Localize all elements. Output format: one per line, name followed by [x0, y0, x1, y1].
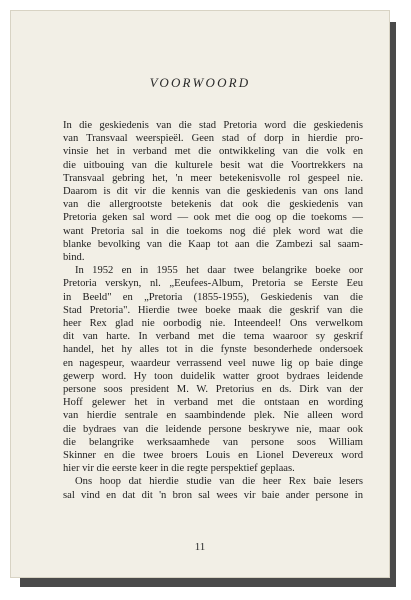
text-line: Stad Pretoria". Hierdie twee boeke maak die geskrif van die	[63, 304, 363, 316]
text-line: blanke bevolking van die Kaap tot aan die Zambezi sal saam-	[63, 238, 363, 250]
text-line: bind.	[63, 252, 85, 264]
text-line: dit van harte. In verband met die tema waaroor sy geskrif	[63, 331, 363, 343]
text-line: vinsie het in verband met die ontwikkeling van die volk en	[63, 146, 363, 158]
text-line: persone soos president M. W. Pretorius en ds. Dirk van der	[63, 384, 363, 396]
text-line: Skinner en die twee broers Louis en Lionel Devereux word	[63, 450, 363, 462]
text-line: In die geskiedenis van die stad Pretoria word die geskiedenis	[63, 120, 363, 131]
text-line: en nagespeur, waardeur verrassend veel nuwe lig op baie dinge	[63, 357, 363, 369]
text-line: handel, het hy alles tot in die fynste besonderhede ondersoek	[63, 344, 363, 356]
text-line: hier vir die eerste keer in die regte perspektief geplaas.	[63, 463, 295, 475]
text-line: Pretoria verskyn, nl. „Eeufees-Album, Pretoria se Eerste Eeu	[63, 278, 363, 290]
text-line: In 1952 en in 1955 het daar twee belangrike boeke oor	[75, 265, 363, 277]
text-line: want Pretoria sal in die toekoms nog dié plek word wat die	[63, 225, 363, 237]
text-line: die belangrike werksaamhede van persone soos William	[63, 436, 363, 448]
text-line: in Beeld" en „Pretoria (1855-1955), Geskiedenis van die	[63, 291, 363, 303]
text-line: Daarom is dit vir die kennis van die geskiedenis van ons land	[63, 186, 363, 198]
text-line: die uitbouing van die kulturele besit wat die Voortrekkers na	[63, 159, 363, 171]
text-line: Pretoria geken sal word — ook met die oog op die toekoms —	[63, 212, 363, 224]
text-line: van Transvaal weerspieël. Geen stad of dorp in hierdie pro-	[63, 133, 363, 145]
text-line: sal vind en dat dit 'n bron sal wees vir baie ander persone in	[63, 489, 363, 501]
text-line: Ons hoop dat hierdie studie van die heer Rex baie lesers	[75, 476, 363, 488]
text-line: van die allergrootste betekenis dat ook die geskiedenis van	[63, 199, 363, 211]
text-line: Hoff gelewer het in verband met die ontstaan en wording	[63, 397, 363, 409]
text-line: die bydraes van die leidende persone beskrywe nie, maar ook	[63, 423, 363, 435]
page-heading: VOORWOORD	[149, 75, 251, 90]
text-line: heer Rex glad nie oorbodig nie. Inteendeel! Ons verwelkom	[63, 318, 363, 330]
text-line: gewerp word. Hy toon duidelik watter groot bydraes leidende	[63, 370, 363, 382]
text-line: Transvaal gebring het, 'n meer betekenisvolle rol gespeel nie.	[63, 172, 363, 184]
book-page	[10, 10, 390, 578]
body-text	[63, 119, 363, 502]
page-number: 11	[194, 541, 206, 553]
text-line: van hierdie sentrale en saambindende plek. Nie alleen word	[63, 410, 363, 422]
